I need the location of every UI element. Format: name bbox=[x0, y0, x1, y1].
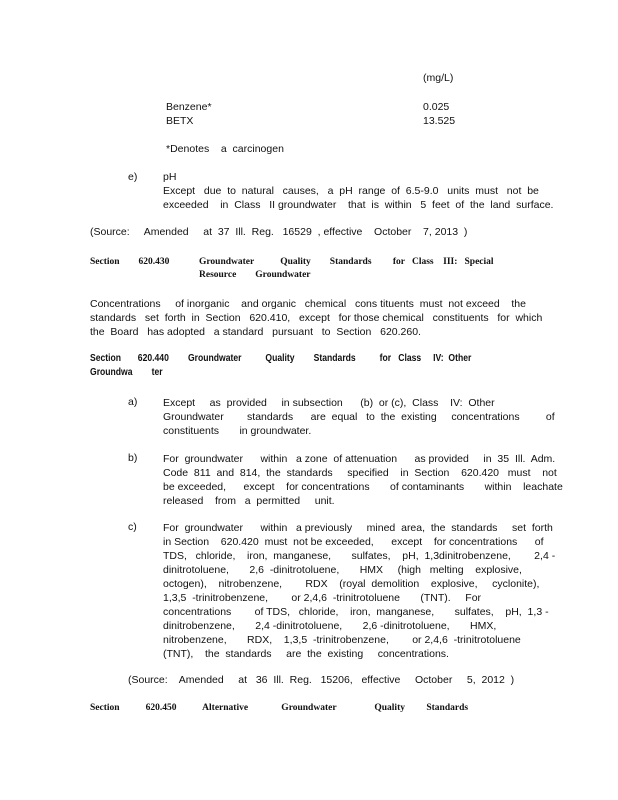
section-number: Section 620.430 bbox=[90, 257, 170, 267]
item-e-text bbox=[163, 184, 554, 212]
text-line: in Section 620.420 must not be exceeded, except for concentrations of bbox=[163, 536, 544, 548]
list-item bbox=[163, 521, 556, 661]
text-line: be exceeded, except for concentrations of contaminants within leachate bbox=[163, 481, 563, 493]
section-title: Resource Groundwater bbox=[199, 270, 311, 280]
text-line: constituents in groundwater. bbox=[163, 425, 312, 437]
text-line: dinitrobenzene, 2,4 -dinitrotoluene, 2,6 -dinitrotoluene, HMX, bbox=[163, 620, 497, 632]
section-title: Section 620.440 Groundwater Quality Standards for Class IV: Other bbox=[90, 353, 472, 364]
text-line: Except due to natural causes, a pH range of 6.5-9.0 units must not be bbox=[163, 185, 539, 197]
text-line: For groundwater within a previously mined area, the standards set forth bbox=[163, 522, 553, 534]
text-line: TDS, chloride, iron, manganese, sulfates, pH, 1,3dinitrobenzene, 2,4 - bbox=[163, 550, 556, 562]
text-line: Code 811 and 814, the standards specified in Section 620.420 must not bbox=[163, 467, 557, 479]
item-e-label: e) bbox=[128, 171, 138, 183]
item-e-title: pH bbox=[163, 171, 177, 183]
text-line: (TNT), the standards are the existing concentrations. bbox=[163, 648, 449, 660]
text-line: released from a permitted unit. bbox=[163, 495, 335, 507]
table-row-name: Benzene* bbox=[166, 101, 212, 113]
table-row-value: 13.525 bbox=[423, 115, 456, 127]
text-line: standards set forth in Section 620.410, except for those chemical constituents for which bbox=[90, 312, 543, 324]
text-line: concentrations of TDS, chloride, iron, manganese, sulfates, pH, 1,3 - bbox=[163, 606, 549, 618]
item-label: b) bbox=[128, 452, 138, 464]
source-note: (Source: Amended at 37 Ill. Reg. 16529 , effective October 7, 2013 ) bbox=[90, 226, 468, 238]
text-line: octogen), nitrobenzene, RDX (royal demolition explosive, cyclonite), bbox=[163, 578, 540, 590]
section-title: Groundwa ter bbox=[90, 367, 163, 378]
unit-label: (mg/L) bbox=[423, 72, 454, 84]
text-line: dinitrotoluene, 2,6 -dinitrotoluene, HMX (high melting explosive, bbox=[163, 564, 522, 576]
text-line: For groundwater within a zone of attenuation as provided in 35 Ill. Adm. bbox=[163, 453, 556, 465]
source-note: (Source: Amended at 36 Ill. Reg. 15206, effective October 5, 2012 ) bbox=[128, 674, 515, 686]
table-row-value: 0.025 bbox=[423, 101, 450, 113]
text-line: Concentrations of inorganic and organic chemical cons tituents must not exceed the bbox=[90, 298, 526, 310]
text-line: nitrobenzene, RDX, 1,3,5 -trinitrobenzene, or 2,4,6 -trinitrotoluene bbox=[163, 634, 521, 646]
table-row-name: BETX bbox=[166, 115, 194, 127]
item-label: a) bbox=[128, 396, 138, 408]
text-line: Groundwater standards are equal to the existing concentrations of bbox=[163, 411, 555, 423]
text-line: Except as provided in subsection (b) or (c), Class IV: Other bbox=[163, 397, 495, 409]
text-line: 1,3,5 -trinitrobenzene, or 2,4,6 -trinitrotoluene (TNT). For bbox=[163, 592, 482, 604]
text-line: exceeded in Class II groundwater that is within 5 feet of the land surface. bbox=[163, 199, 554, 211]
section-paragraph bbox=[90, 297, 543, 339]
list-item bbox=[163, 396, 555, 438]
item-label: c) bbox=[128, 521, 137, 533]
list-item bbox=[163, 452, 563, 508]
carcinogen-footnote: *Denotes a carcinogen bbox=[166, 143, 284, 155]
section-title: Section 620.450 Alternative Groundwater Quality Standards bbox=[90, 703, 469, 713]
section-title: Groundwater Quality Standards for Class III: Special bbox=[199, 257, 494, 267]
text-line: the Board has adopted a standard pursuant to Section 620.260. bbox=[90, 326, 421, 338]
